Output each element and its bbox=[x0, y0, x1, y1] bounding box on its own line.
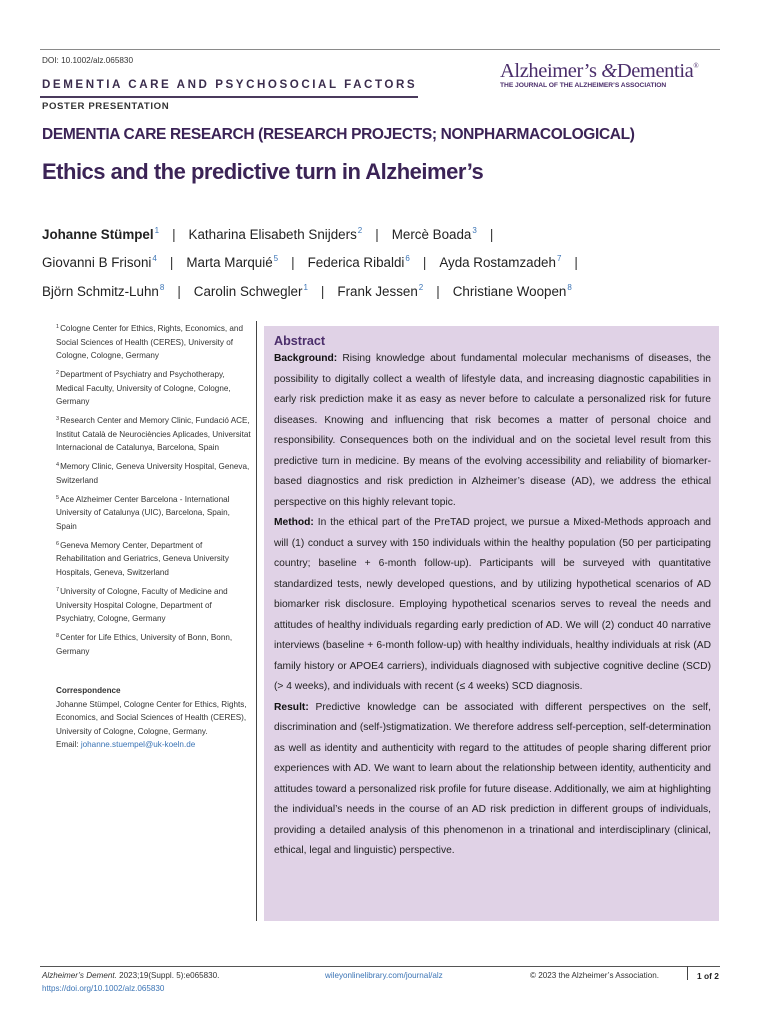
affiliation: $^8$Center for Life Ethics, University of Bonn, Bonn, Germany bbox=[56, 633, 233, 656]
affiliation: $^2$Department of Psychiatry and Psychotherapy, Medical Faculty, University of Cologne, Cologne, Germany bbox=[56, 370, 231, 407]
footer-website-link[interactable]: wileyonlinelibrary.com/journal/alz bbox=[325, 971, 443, 980]
abstract-method: Method: In the ethical part of the PreTAD project, we pursue a Mixed-Methods approach and will (1) conduct a survey with 150 individuals within the healthy population (50 per participating country; baseline + 6-month follow-up). Participants will be surveyed with quantitative standardized tests, newly developed questions, and by utilizing hypothetical scenarios of AD biomarker risk disclosure. Employing hypothetical scenarios serves to reveal the needs and attitudes of healthy individuals regarding early prediction of AD. We will (2) conduct 40 narrative interviews (baseline + 6-month follow-up) with healthy individuals, healthy individuals at risk (AD family history or APOE4 carriers), individuals diagnosed with subjective cognitive decline (SCD) (> 4 weeks), and individuals with recent (≤ 4 weeks) SCD diagnosis. bbox=[274, 517, 711, 692]
author-separator: | bbox=[177, 283, 181, 299]
email-link[interactable]: johanne.stuempel@uk-koeln.de bbox=[80, 740, 196, 749]
correspondence-text: Johanne Stümpel, Cologne Center for Ethics, Rights, Economics, and Social Sciences of Health (CERES), University of Cologne, Cologne, Germany. bbox=[56, 699, 247, 736]
author: Christiane Woopen$^8$ bbox=[452, 282, 572, 299]
section-heading: DEMENTIA CARE AND PSYCHOSOCIAL FACTORS bbox=[42, 78, 418, 91]
presentation-type: POSTER PRESENTATION bbox=[42, 101, 170, 112]
author: Björn Schmitz-Luhn$^8$ bbox=[42, 282, 165, 299]
author-separator: | bbox=[489, 227, 494, 242]
footer-citation: Alzheimer’s Dement. 2023;19(Suppl. 5):e065830. bbox=[42, 971, 220, 980]
author-separator: | bbox=[291, 255, 295, 271]
journal-logo bbox=[500, 60, 722, 89]
affiliation: $^7$University of Cologne, Faculty of Medicine and University Hospital Cologne, Department of Psychiatry, Cologne, Germany bbox=[56, 587, 228, 624]
author: Carolin Schwegler$^1$ bbox=[193, 282, 308, 299]
affiliation: $^3$Research Center and Memory Clinic, Fundació ACE, Institut Català de Neurociències Aplicades, Universitat Internacional de Catalunya, Barcelona, Spain bbox=[56, 416, 251, 453]
abstract-heading: Abstract bbox=[274, 334, 326, 348]
author-list bbox=[42, 219, 732, 304]
footer-rule bbox=[40, 966, 720, 967]
author-separator: | bbox=[436, 283, 440, 299]
footer-divider bbox=[687, 966, 688, 980]
author-separator: | bbox=[172, 227, 176, 242]
abstract-box bbox=[264, 326, 719, 921]
author-separator: | bbox=[574, 255, 578, 271]
affiliations bbox=[56, 321, 251, 663]
abstract-background: Background: Rising knowledge about fundamental molecular mechanisms of diseases, the possibility to digitally collect a wealth of lifestyle data, and increasing diagnostic capabilities in early risk prediction make it as easy as never before to calculate a personalized risk for future diseases. Knowing and influencing that risk becomes a matter of personal choice and responsibility. Consequences both on the individual and on the societal level result from this predictive turn in medicine. By means of the evolving accessibility and reliability of biomarker-based diagnostics and risk prediction in Alzheimer’s disease (AD), we address the ethical perspective on this highly relevant topic. bbox=[274, 353, 711, 508]
footer-doi-link[interactable]: https://doi.org/10.1002/alz.065830 bbox=[42, 984, 165, 993]
author: Johanne Stümpel$^1$ bbox=[42, 226, 160, 242]
author: Frank Jessen$^2$ bbox=[337, 282, 424, 299]
abstract-result: Result: Predictive knowledge can be associated with different perspectives on the self, discrimination and (self-)stigmatization. We therefore address self-perception, self-determination as well as identity and authenticity with regard to the attitudes of people sharing different prior experiences with AD. We want to learn about the relationship between identity, authenticity and attitudes toward a personalized risk profile for future disease. Additionally, we aim at highlighting the individual’s needs in the course of an AD risk prediction in different groups of individuals, providing a detailed analysis of this phenomenon in a trinational and interdisciplinary (clinical, ethical, legal and linguistic) perspective. bbox=[274, 701, 711, 856]
journal-logo-title: Alzheimer’s &Dementia® bbox=[500, 60, 699, 82]
author: Federica Ribaldi$^6$ bbox=[307, 254, 410, 271]
article-title: Ethics and the predictive turn in Alzheimer’s bbox=[42, 159, 484, 184]
column-divider bbox=[256, 321, 257, 921]
correspondence-email-line: Email: johanne.stuempel@uk-koeln.de bbox=[56, 740, 196, 749]
correspondence-heading: Correspondence bbox=[56, 686, 121, 695]
author: Ayda Rostamzadeh$^7$ bbox=[439, 254, 562, 271]
author-separator: | bbox=[320, 283, 325, 299]
affiliation: $^1$Cologne Center for Ethics, Rights, Economics, and Social Sciences of Health (CERES), University of Cologne, Cologne, Germany bbox=[56, 324, 243, 360]
author-separator: | bbox=[375, 227, 379, 242]
affiliation: $^5$Ace Alzheimer Center Barcelona - International University of Catalunya (UIC), Barcelona, Spain, Spain bbox=[56, 494, 230, 531]
article-category: DEMENTIA CARE RESEARCH (RESEARCH PROJECTS; NONPHARMACOLOGICAL) bbox=[42, 126, 635, 143]
footer-copyright: © 2023 the Alzheimer’s Association. bbox=[530, 971, 659, 980]
page-number: 1 of 2 bbox=[697, 971, 719, 981]
header-rule bbox=[40, 49, 720, 50]
author-separator: | bbox=[422, 255, 427, 271]
correspondence bbox=[56, 684, 251, 752]
section-rule bbox=[40, 96, 418, 98]
doi-label: DOI: 10.1002/alz.065830 bbox=[42, 56, 134, 65]
affiliation: $^6$Geneva Memory Center, Department of Rehabilitation and Geriatrics, Geneva University Hospitals, Geneva, Switzerland bbox=[56, 540, 229, 577]
author-separator: | bbox=[169, 255, 174, 271]
author: Marta Marquié$^5$ bbox=[186, 254, 279, 271]
journal-logo-subtitle: THE JOURNAL OF THE ALZHEIMER’S ASSOCIATION bbox=[500, 82, 667, 89]
affiliation: $^4$Memory Clinic, Geneva University Hospital, Geneva, Switzerland bbox=[56, 462, 250, 485]
author: Katharina Elisabeth Snijders$^2$ bbox=[188, 226, 363, 242]
author: Mercè Boada$^3$ bbox=[391, 226, 477, 242]
author: Giovanni B Frisoni$^4$ bbox=[42, 254, 157, 271]
